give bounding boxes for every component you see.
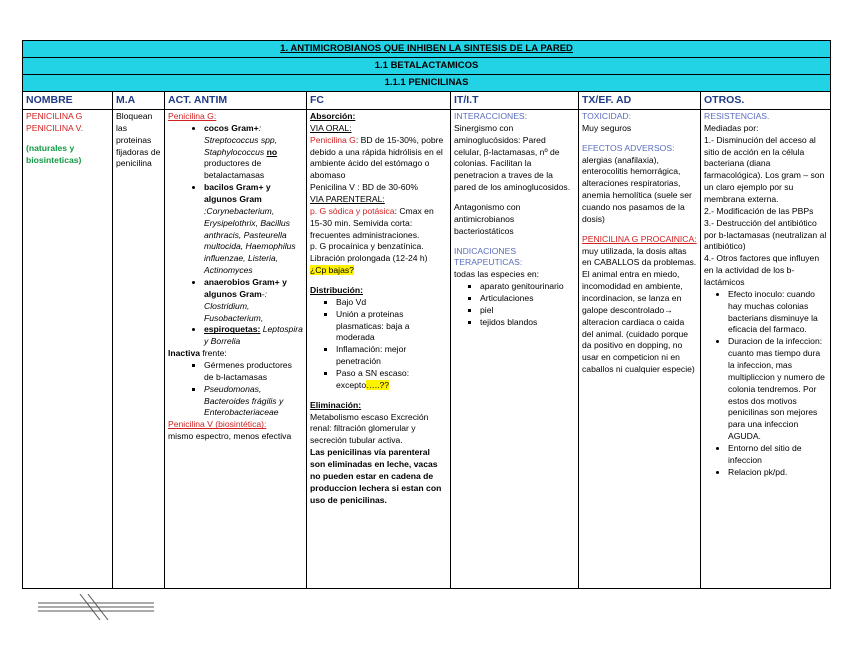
list-item: • Efecto inoculo: cuando hay muchas colonias bacterians disminuye la eficacia del farmaco. — [728, 289, 827, 336]
nombre-note: (naturales y biosinteticas) — [26, 142, 82, 165]
cell-it — [451, 110, 579, 589]
penicilinas-table — [22, 40, 831, 589]
penv-desc: mismo espectro, menos efectiva — [168, 431, 292, 442]
cell-fc — [307, 110, 451, 589]
list-item: ▪ Bajo Vd — [336, 297, 447, 309]
elim-bold: Las penicilinas vía parenteral son eliminadas en leche, vacas no pueden estar en cadena de produccion lechera si estan con uso de penicilinas. — [310, 447, 442, 505]
document-page — [22, 40, 830, 589]
tox-title: TOXICIDAD: — [582, 111, 632, 121]
antag-text: Antagonismo con antimicrobianos bacteriostáticos — [454, 202, 521, 236]
elim-title: Eliminación: — [310, 399, 362, 410]
column-header: FC — [307, 92, 451, 110]
cell-tx — [579, 110, 701, 589]
ind-text: todas las especies en: — [454, 269, 540, 280]
res-2: 2.- Modificación de las PBPs — [704, 205, 814, 216]
list-item: • Relacion pk/pd. — [728, 467, 827, 479]
footer-separator-icon — [38, 594, 154, 620]
title-row-1 — [23, 41, 831, 58]
nombre-line-1: PENICILINA G — [26, 111, 83, 121]
ef-title: EFECTOS ADVERSOS: — [582, 142, 675, 153]
list-item: • Duracion de la infeccion: cuanto mas tiempo dura la infeccion, mas multipliccion y numero de colonia tendremos. Por estos dos motivos penicilinas son mejores para una infeccion AGUDA. — [728, 336, 827, 443]
tox-text: Muy seguros — [582, 122, 632, 133]
section-title: 1. ANTIMICROBIANOS QUE INHIBEN LA SINTESIS DE LA PARED — [280, 43, 573, 54]
cell-nombre — [23, 110, 113, 589]
list-item: ▪ Paso a SN escaso: excepto…..?? — [336, 368, 447, 392]
content-row — [23, 110, 831, 589]
cell-act — [165, 110, 307, 589]
penv-title: Penicilina V (biosintética): — [168, 419, 267, 430]
penv-text: Penicilina V : BD de 30-60% — [310, 182, 418, 193]
inactiva-line: Inactiva frente: — [168, 348, 227, 359]
cp-question: ¿Cp bajas? — [310, 265, 354, 276]
subsection-title: 1.1 BETALACTAMICOS — [374, 60, 479, 71]
title-row-3 — [23, 75, 831, 92]
sodica-text: p. G sódica y potásica: Cmax en 15-30 min. Semivida corta: frecuentes administraciones. — [310, 205, 434, 240]
list-item: ▪ Gérmenes productores de b-lactamasas — [204, 360, 303, 384]
elim-text: Metabolismo escaso Excreción renal: filtración glomerular y secreción tubular activa. — [310, 411, 429, 446]
ind-title: INDICACIONES TERAPEUTICAS: — [454, 245, 523, 268]
via-parenteral: VIA PARENTERAL: — [310, 194, 385, 205]
inter-text: Sinergismo con aminoglucósidos: Pared celular, β-lactamasas, nº de colonias. Facilitan la penetracion a traves de la pared de los aminoglucosidos. — [454, 122, 571, 193]
column-header: IT/I.T — [451, 92, 579, 110]
list-item: • Entorno del sitio de infeccion — [728, 443, 827, 467]
cell-ma — [113, 110, 165, 589]
subsubsection-title: 1.1.1 PENICILINAS — [384, 77, 469, 88]
res-4: 4.- Otros factores que influyen en la actividad de los b- lactámicos — [704, 253, 820, 288]
column-header: NOMBRE — [23, 92, 113, 110]
res-title: RESISTENCIAS. — [704, 111, 770, 121]
list-item: ▪ Unión a proteinas plasmaticas: baja a moderada — [336, 309, 447, 345]
nombre-line-2: PENICILINA V. — [26, 122, 83, 133]
list-item: ▪ aparato genitourinario — [480, 281, 575, 293]
column-header: TX/EF. AD — [579, 92, 701, 110]
ma-text: Bloquean las proteinas fijadoras de penicilina — [116, 111, 161, 169]
list-item: ▪ Inflamación: mejor penetración — [336, 344, 447, 368]
column-header: M.A — [113, 92, 165, 110]
list-item: • cocos Gram+: Streptococcus spp, Staphylococcus no productores de betalactamasas — [204, 123, 303, 182]
list-item: ▪ piel — [480, 305, 575, 317]
procaina-text: p. G procaínica y benzatínica. Libración prolongada (12-24 h) — [310, 241, 428, 264]
list-item: • bacilos Gram+ y algunos Gram :Corynebacterium, Erysipelothrix, Bacillus anthracis, Pasteurella multocida, Haemophilus influenzae, Listeria, Actinomyces — [204, 182, 303, 277]
via-oral: VIA ORAL: — [310, 122, 352, 133]
column-header: ACT. ANTIM — [165, 92, 307, 110]
list-item: ▪ tejidos blandos — [480, 317, 575, 329]
list-item: • anaerobios Gram+ y algunos Gram-: Clostridium, Fusobacterium, — [204, 277, 303, 324]
list-item: ▪ Pseudomonas, Bacteroides frágilis y Enterobacteriaceae — [204, 384, 303, 420]
cell-otros — [701, 110, 831, 589]
res-1: 1.- Disminución del acceso al sitio de acción en la célula bacteriana (diana farmacológica). Los gram – son un claro ejemplo por su membrana externa. — [704, 134, 825, 205]
title-row-2 — [23, 58, 831, 75]
ef-text: alergias (anafilaxia), enterocolitis hemorrágica, alteraciones respiratorias, anemia hemolítica (suele ser cuando nos pasamos de la dosis) — [582, 154, 692, 224]
inter-title: INTERACCIONES: — [454, 111, 528, 121]
list-item: • espiroquetas: Leptospira y Borrelia — [204, 324, 303, 348]
res-lead: Mediadas por: — [704, 122, 759, 133]
column-header-row — [23, 92, 831, 110]
act-title: Penicilina G: — [168, 111, 217, 121]
list-item: ▪ Articulaciones — [480, 293, 575, 305]
peng-text: Penicilina G: BD de 15-30%, pobre debido a una rápida hidrólisis en el ambiente ácido del estómago o abomaso — [310, 134, 444, 181]
proc-text: PENICILINA G PROCAINICA: muy utilizada, la dosis altas en CABALLOS da problemas. El animal entra en miedo, incomodidad en ambiente, incordinacion, se lanza en galope descontrolado→ alteracion cardiaca o caida del animal. (cuidado porque da positivo en dopping, no usar en competicion ni en caballos ni cualquier especie) — [582, 233, 697, 375]
dist-title: Distribución: — [310, 285, 363, 296]
res-3: 3.- Destrucción del antibiótico por b-lactamasas (neutralizan al antibiótico) — [704, 217, 827, 252]
abs-title: Absorción: — [310, 111, 356, 121]
column-header: OTROS. — [701, 92, 831, 110]
